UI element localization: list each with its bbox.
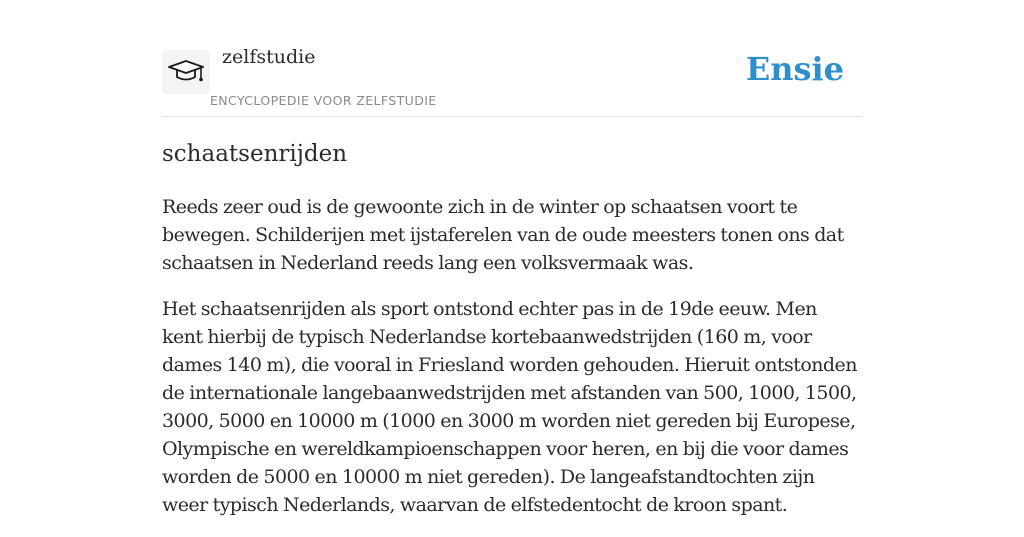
- page-title: schaatsenrijden: [162, 141, 348, 167]
- article-paragraph: Het schaatsenrijden als sport ontstond echter pas in de 19de eeuw. Men kent hierbij de typisch Nederlandse kortebaanwedstrijden (160 m, voor dames 140 m), die vooral in Friesland worden gehouden. Hieruit ontstonden de internationale langebaanwedstrijden met afstanden van 500, 1000, 1500, 3000, 5000 en 10000 m (1000 en 3000 m worden niet gereden bij Europese, Olympische en wereldkampioenschappen voor heren, en bij die voor dames worden de 5000 en 10000 m niet gereden). De langeafstandtochten zijn weer typisch Nederlands, waarvan de elfstedentocht de kroon spant.: [162, 298, 857, 516]
- article-body: [162, 193, 862, 537]
- site-logo[interactable]: [162, 50, 210, 94]
- brand-logo[interactable]: Ensie: [745, 50, 844, 88]
- site-header: [162, 0, 862, 117]
- page: [162, 0, 862, 516]
- site-name[interactable]: zelfstudie: [222, 46, 316, 68]
- article-paragraph: Reeds zeer oud is de gewoonte zich in de winter op schaatsen voort te bewegen. Schilderijen met ijstaferelen van de oude meesters tonen ons dat schaatsen in Nederland reeds lang een volksvermaak was.: [162, 196, 844, 274]
- site-subtitle: ENCYCLOPEDIE VOOR ZELFSTUDIE: [210, 93, 437, 108]
